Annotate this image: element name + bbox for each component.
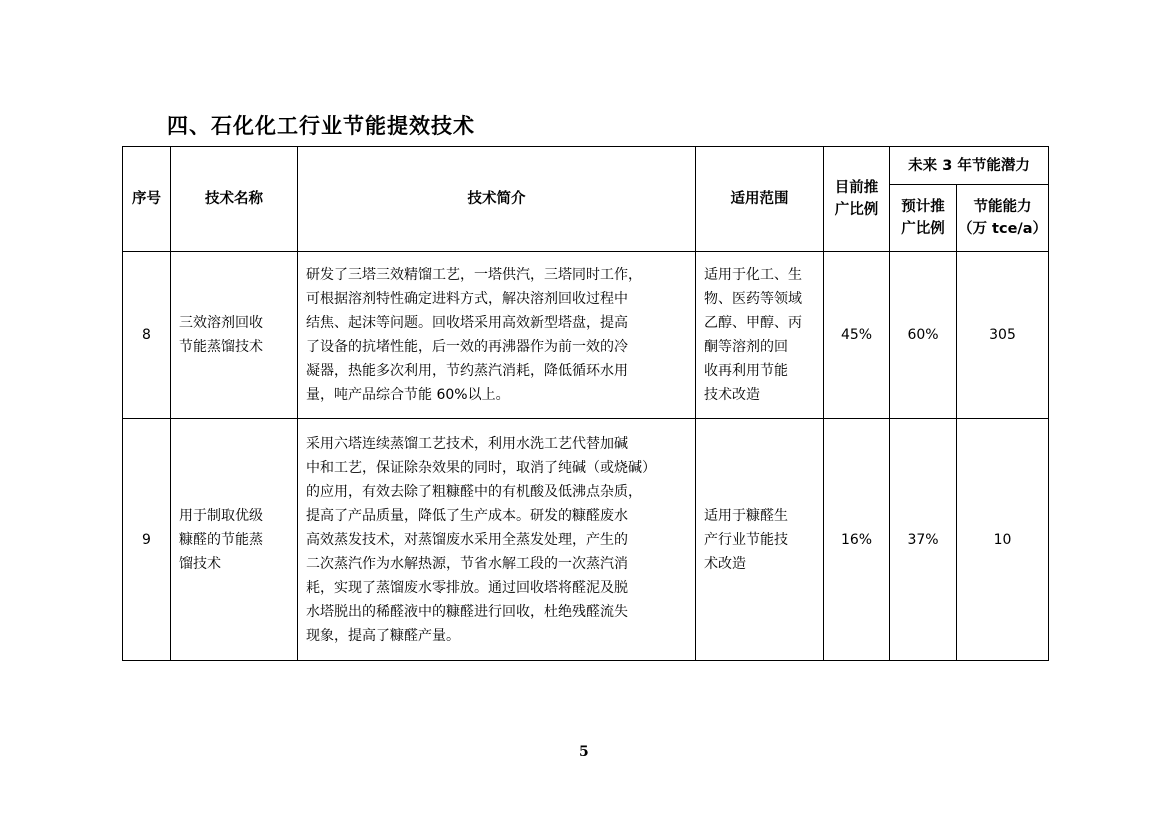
cell-name bbox=[171, 419, 298, 661]
text-line: 量，吨产品综合节能 60%以上。 bbox=[306, 387, 510, 403]
cell-expected-ratio: 37% bbox=[890, 419, 957, 661]
cell-capacity: 305 bbox=[957, 252, 1049, 419]
cell-capacity: 10 bbox=[957, 419, 1049, 661]
cell-intro bbox=[298, 252, 696, 419]
text-line: 三效溶剂回收 bbox=[179, 315, 263, 331]
text-line: 适用于糠醛生 bbox=[704, 507, 788, 524]
text-line: 的应用，有效去除了粗糠醛中的有机酸及低沸点杂质， bbox=[306, 483, 642, 500]
text-line: 技术改造 bbox=[704, 387, 760, 403]
text-line: 用于制取优级 bbox=[179, 507, 263, 524]
header-line: 广比例 bbox=[834, 202, 879, 218]
text-line: 提高了产品质量，降低了生产成本。研发的糠醛废水 bbox=[306, 507, 628, 524]
cell-expected-ratio: 60% bbox=[890, 252, 957, 419]
cell-current-ratio: 45% bbox=[824, 252, 890, 419]
text-line: 馏技术 bbox=[179, 555, 221, 572]
text-line: 耗，实现了蒸馏废水零排放。通过回收塔将醛泥及脱 bbox=[306, 579, 628, 596]
text-line: 水塔脱出的稀醛液中的糠醛进行回收，杜绝残醛流失 bbox=[306, 603, 628, 620]
header-line: 广比例 bbox=[901, 221, 945, 237]
table-row bbox=[123, 419, 1049, 661]
header-no: 序号 bbox=[123, 147, 171, 252]
cell-name bbox=[171, 252, 298, 419]
cell-intro bbox=[298, 419, 696, 661]
cell-scope bbox=[696, 419, 824, 661]
header-line: 节能能力 bbox=[973, 199, 1032, 215]
text-line: 现象，提高了糠醛产量。 bbox=[306, 627, 460, 644]
text-line: 凝器，热能多次利用，节约蒸汽消耗，降低循环水用 bbox=[306, 363, 628, 379]
table-row bbox=[123, 252, 1049, 419]
section-title: 四、石化化工行业节能提效技术 bbox=[167, 114, 475, 138]
text-line: 了设备的抗堵性能，后一效的再沸器作为前一效的冷 bbox=[306, 339, 628, 355]
text-line: 适用于化工、生 bbox=[704, 267, 802, 283]
text-line: 高效蒸发技术，对蒸馏废水采用全蒸发处理，产生的 bbox=[306, 531, 628, 548]
text-line: 节能蒸馏技术 bbox=[179, 339, 263, 355]
text-line: 采用六塔连续蒸馏工艺技术，利用水洗工艺代替加碱 bbox=[306, 435, 628, 452]
text-line: 术改造 bbox=[704, 555, 746, 572]
text-line: 糠醛的节能蒸 bbox=[179, 531, 263, 548]
header-line: （万 tce/a） bbox=[958, 221, 1047, 237]
text-line: 二次蒸汽作为水解热源，节省水解工段的一次蒸汽消 bbox=[306, 555, 628, 572]
cell-no: 8 bbox=[123, 252, 171, 419]
technology-table bbox=[122, 146, 1049, 661]
text-line: 产行业节能技 bbox=[704, 531, 788, 548]
header-name: 技术名称 bbox=[171, 147, 298, 252]
header-future-group: 未来 3 年节能潜力 bbox=[890, 147, 1049, 185]
header-intro: 技术简介 bbox=[298, 147, 696, 252]
header-line: 目前推 bbox=[834, 180, 879, 196]
cell-current-ratio: 16% bbox=[824, 419, 890, 661]
text-line: 结焦、起沫等问题。回收塔采用高效新型塔盘，提高 bbox=[306, 315, 628, 331]
header-capacity bbox=[957, 185, 1049, 252]
text-line: 可根据溶剂特性确定进料方式，解决溶剂回收过程中 bbox=[306, 291, 628, 307]
text-line: 乙醇、甲醇、丙 bbox=[704, 315, 802, 331]
header-expected-ratio bbox=[890, 185, 957, 252]
text-line: 酮等溶剂的回 bbox=[704, 339, 788, 355]
header-scope: 适用范围 bbox=[696, 147, 824, 252]
cell-scope bbox=[696, 252, 824, 419]
text-line: 收再利用节能 bbox=[704, 363, 788, 379]
text-line: 研发了三塔三效精馏工艺，一塔供汽，三塔同时工作， bbox=[306, 267, 642, 283]
text-line: 物、医药等领域 bbox=[704, 291, 802, 307]
header-line: 预计推 bbox=[901, 199, 945, 215]
text-line: 中和工艺，保证除杂效果的同时，取消了纯碱（或烧碱） bbox=[306, 459, 656, 476]
header-current-ratio bbox=[824, 147, 890, 252]
page-number: 5 bbox=[579, 744, 589, 760]
cell-no: 9 bbox=[123, 419, 171, 661]
